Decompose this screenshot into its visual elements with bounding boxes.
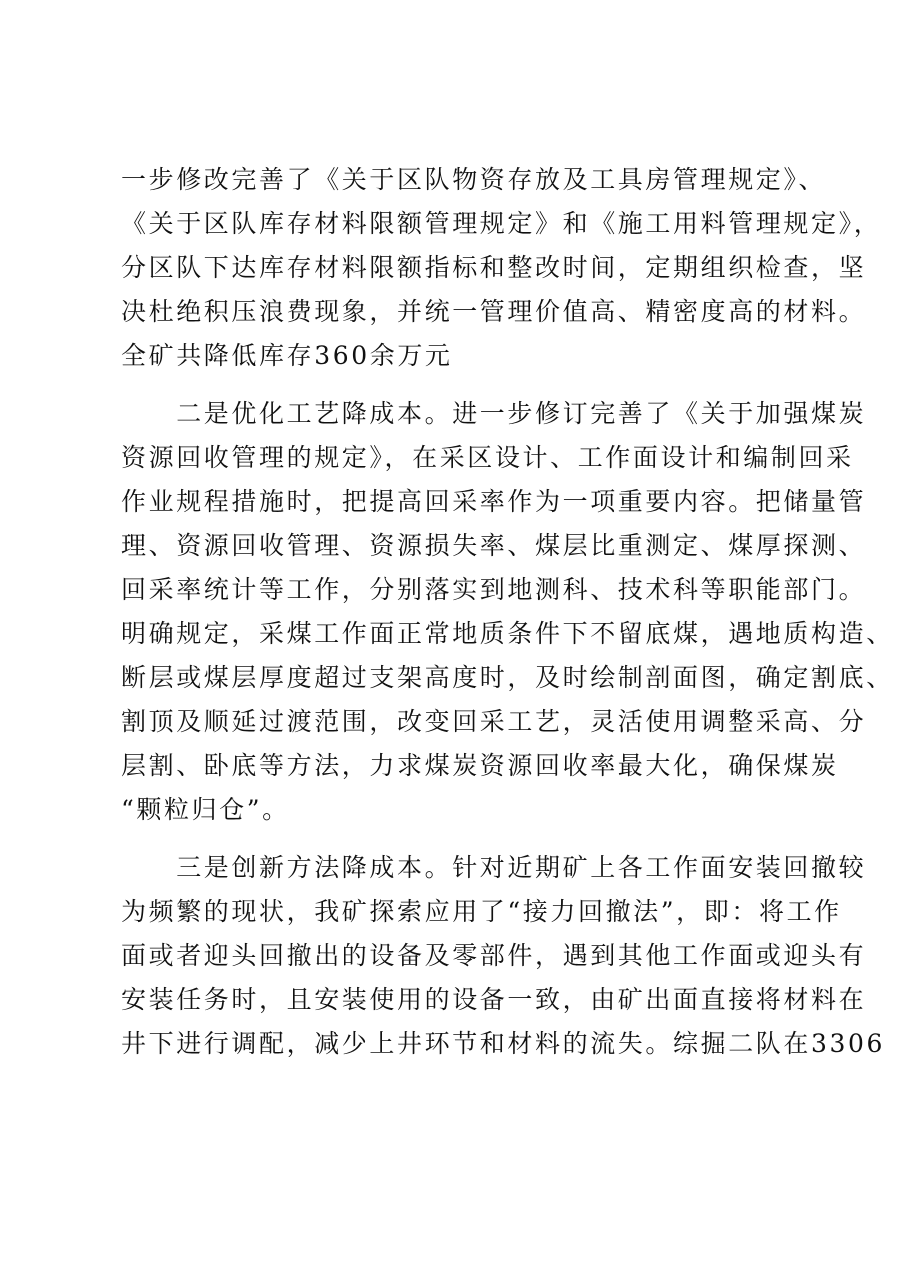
text-line: 决杜绝积压浪费现象，并统一管理价值高、精密度高的材料。 bbox=[121, 297, 867, 326]
text-line: 割顶及顺延过渡范围，改变回采工艺，灵活使用调整采高、分 bbox=[121, 707, 867, 736]
text-line: 作业规程措施时，把提高回采率作为一项重要内容。把储量管 bbox=[121, 487, 867, 516]
text-line: 回采率统计等工作，分别落实到地测科、技术科等职能部门。 bbox=[121, 575, 867, 604]
paragraph-gap bbox=[121, 832, 811, 846]
text-line: “颗粒归仓”。 bbox=[121, 795, 290, 824]
text-line: 分区队下达库存材料限额指标和整改时间，定期组织检查，坚 bbox=[121, 253, 867, 282]
paragraph-gap bbox=[121, 378, 811, 392]
text-line: 《关于区队库存材料限额管理规定》和《施工用料管理规定》， bbox=[121, 209, 882, 238]
text-line: 安装任务时，且安装使用的设备一致，由矿出面直接将材料在 bbox=[121, 985, 867, 1014]
text-line: 面或者迎头回撤出的设备及零部件，遇到其他工作面或迎头有 bbox=[121, 941, 867, 970]
text-line: 理、资源回收管理、资源损失率、煤层比重测定、煤厚探测、 bbox=[121, 531, 867, 560]
text-line: 井下进行调配，减少上井环节和材料的流失。综掘二队在3306 bbox=[121, 1029, 886, 1058]
text-line: 明确规定，采煤工作面正常地质条件下不留底煤，遇地质构造、 bbox=[121, 619, 894, 648]
text-line: 资源回收管理的规定》，在采区设计、工作面设计和编制回采 bbox=[121, 443, 854, 472]
document-body bbox=[121, 158, 894, 1066]
text-line: 全矿共降低库存360余万元 bbox=[121, 341, 453, 370]
text-line: 断层或煤层厚度超过支架高度时，及时绘制剖面图，确定割底、 bbox=[121, 663, 894, 692]
text-line: 为频繁的现状，我矿探索应用了“接力回撤法”，即：将工作 bbox=[121, 897, 842, 926]
text-line: 二是优化工艺降成本。进一步修订完善了《关于加强煤炭 bbox=[121, 399, 867, 428]
text-line: 三是创新方法降成本。针对近期矿上各工作面安装回撤较 bbox=[121, 853, 867, 882]
text-line: 一步修改完善了《关于区队物资存放及工具房管理规定》、 bbox=[121, 165, 827, 194]
text-line: 层割、卧底等方法，力求煤炭资源回收率最大化，确保煤炭 bbox=[121, 751, 839, 780]
